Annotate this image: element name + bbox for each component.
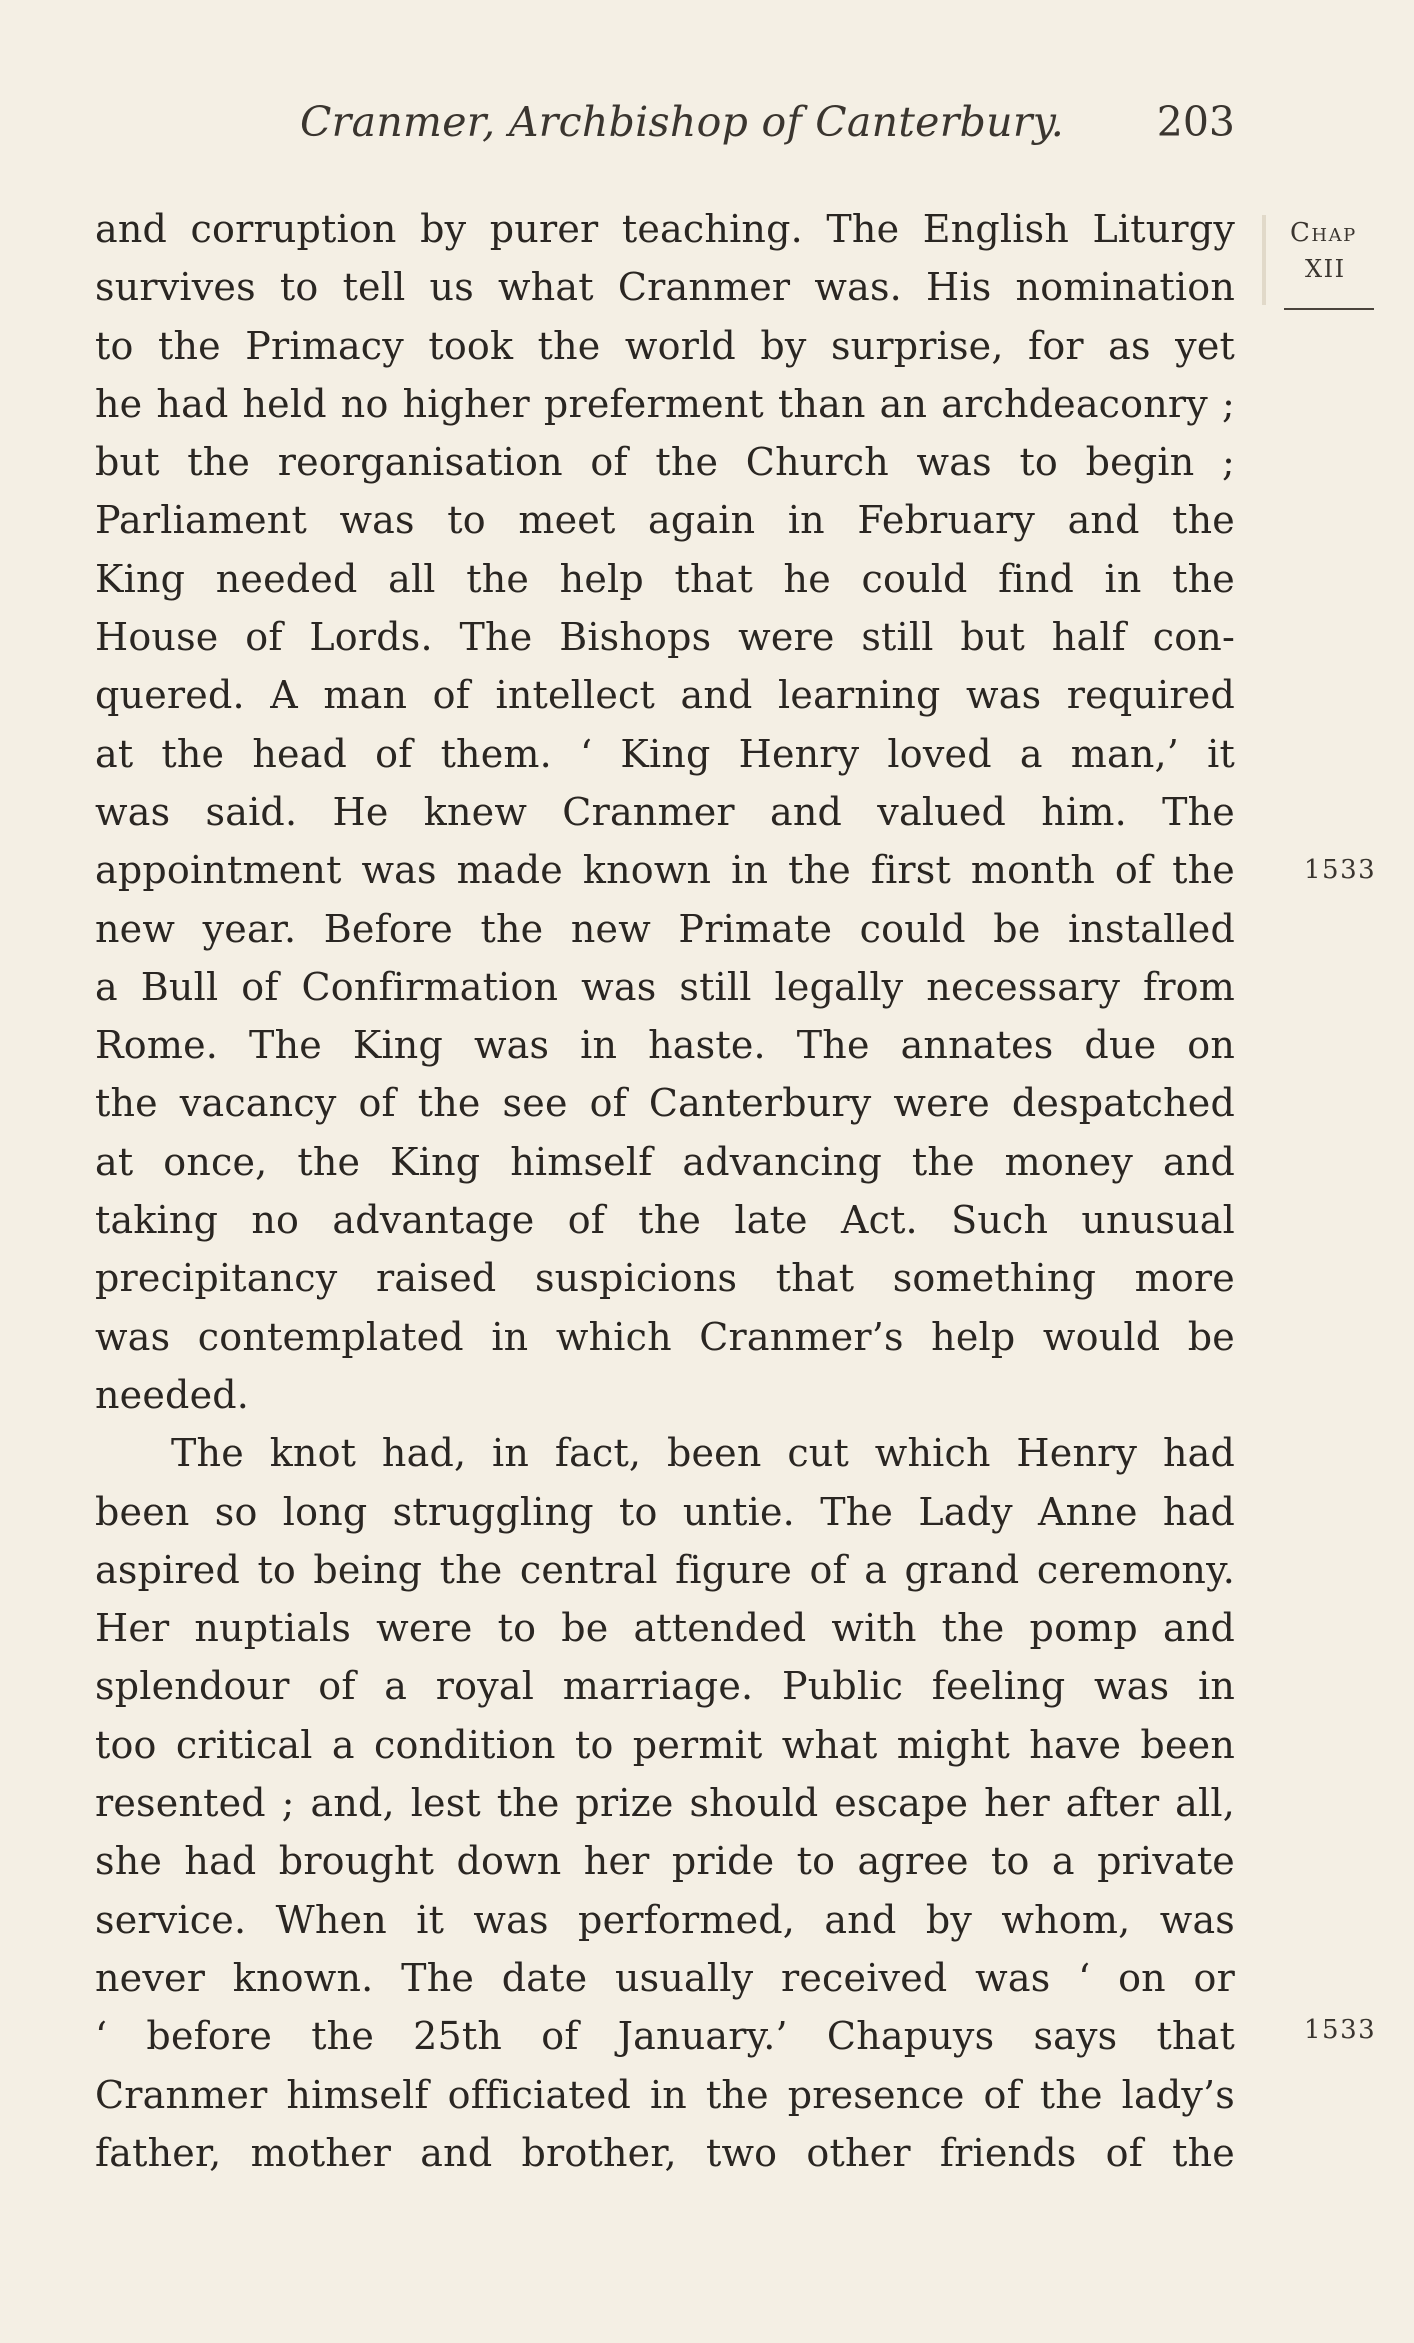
text-line: splendour of a royal marriage. Public feeling was in bbox=[95, 1664, 1235, 1709]
text-line: needed. bbox=[95, 1372, 250, 1417]
text-line: House of Lords. The Bishops were still but half con- bbox=[95, 615, 1235, 660]
text-line: was said. He knew Cranmer and valued him. The bbox=[95, 789, 1235, 834]
text-line: but the reorganisation of the Church was to begin ; bbox=[95, 440, 1235, 485]
text-line: Cranmer himself officiated in the presence of the lady’s bbox=[95, 2072, 1235, 2117]
text-line: appointment was made known in the first month of the bbox=[95, 848, 1235, 893]
paragraph-start-line: The knot had, in fact, been cut which Henry had bbox=[171, 1431, 1235, 1476]
text-line: and corruption by purer teaching. The English Liturgy bbox=[95, 207, 1235, 251]
text-line: survives to tell us what Cranmer was. His nomination bbox=[95, 265, 1235, 310]
margin-rule bbox=[1284, 308, 1374, 310]
text-line: she had brought down her pride to agree to a private bbox=[95, 1839, 1235, 1884]
margin-chapter-label: Chap bbox=[1290, 218, 1357, 248]
text-line: Her nuptials were to be attended with the pomp and bbox=[95, 1606, 1235, 1651]
text-line: quered. A man of intellect and learning was required bbox=[95, 673, 1235, 718]
running-head bbox=[95, 98, 1235, 158]
text-line: at once, the King himself advancing the money and bbox=[95, 1139, 1235, 1184]
text-line: service. When it was performed, and by whom, was bbox=[95, 1897, 1235, 1942]
text-line: taking no advantage of the late Act. Such unusual bbox=[95, 1198, 1235, 1243]
text-line: King needed all the help that he could find in the bbox=[95, 556, 1235, 601]
margin-chapter-number: XII bbox=[1305, 255, 1346, 283]
text-line: been so long struggling to untie. The Lady Anne had bbox=[95, 1489, 1235, 1534]
running-title: Cranmer, Archbishop of Canterbury. bbox=[300, 98, 1065, 146]
text-line: he had held no higher preferment than an archdeaconry ; bbox=[95, 381, 1235, 426]
margin-year-note: 1533 bbox=[1304, 855, 1377, 885]
text-line: Rome. The King was in haste. The annates due on bbox=[95, 1023, 1235, 1068]
text-line: too critical a condition to permit what might have been bbox=[95, 1722, 1235, 1767]
text-line: was contemplated in which Cranmer’s help would be bbox=[95, 1314, 1235, 1359]
text-line: aspired to being the central figure of a grand ceremony. bbox=[95, 1547, 1235, 1592]
text-line: father, mother and brother, two other friends of the bbox=[95, 2130, 1235, 2175]
text-line: to the Primacy took the world by surprise, for as yet bbox=[95, 323, 1235, 368]
margin-year-note: 1533 bbox=[1304, 2015, 1377, 2045]
text-line: Parliament was to meet again in February and the bbox=[95, 498, 1235, 543]
text-line: precipitancy raised suspicions that something more bbox=[95, 1256, 1235, 1301]
text-line: at the head of them. ‘ King Henry loved a man,’ it bbox=[95, 731, 1235, 776]
text-line: never known. The date usually received was ‘ on or bbox=[95, 1955, 1235, 2000]
page-number: 203 bbox=[1156, 98, 1235, 146]
text-line: ‘ before the 25th of January.’ Chapuys says that bbox=[95, 2014, 1235, 2059]
body-text bbox=[95, 200, 1235, 2182]
text-line: new year. Before the new Primate could be installed bbox=[95, 906, 1235, 951]
text-line: a Bull of Confirmation was still legally necessary from bbox=[95, 964, 1235, 1009]
text-line: the vacancy of the see of Canterbury were despatched bbox=[95, 1081, 1235, 1126]
gutter-mark bbox=[1262, 215, 1266, 305]
text-line: resented ; and, lest the prize should escape her after all, bbox=[95, 1781, 1235, 1826]
